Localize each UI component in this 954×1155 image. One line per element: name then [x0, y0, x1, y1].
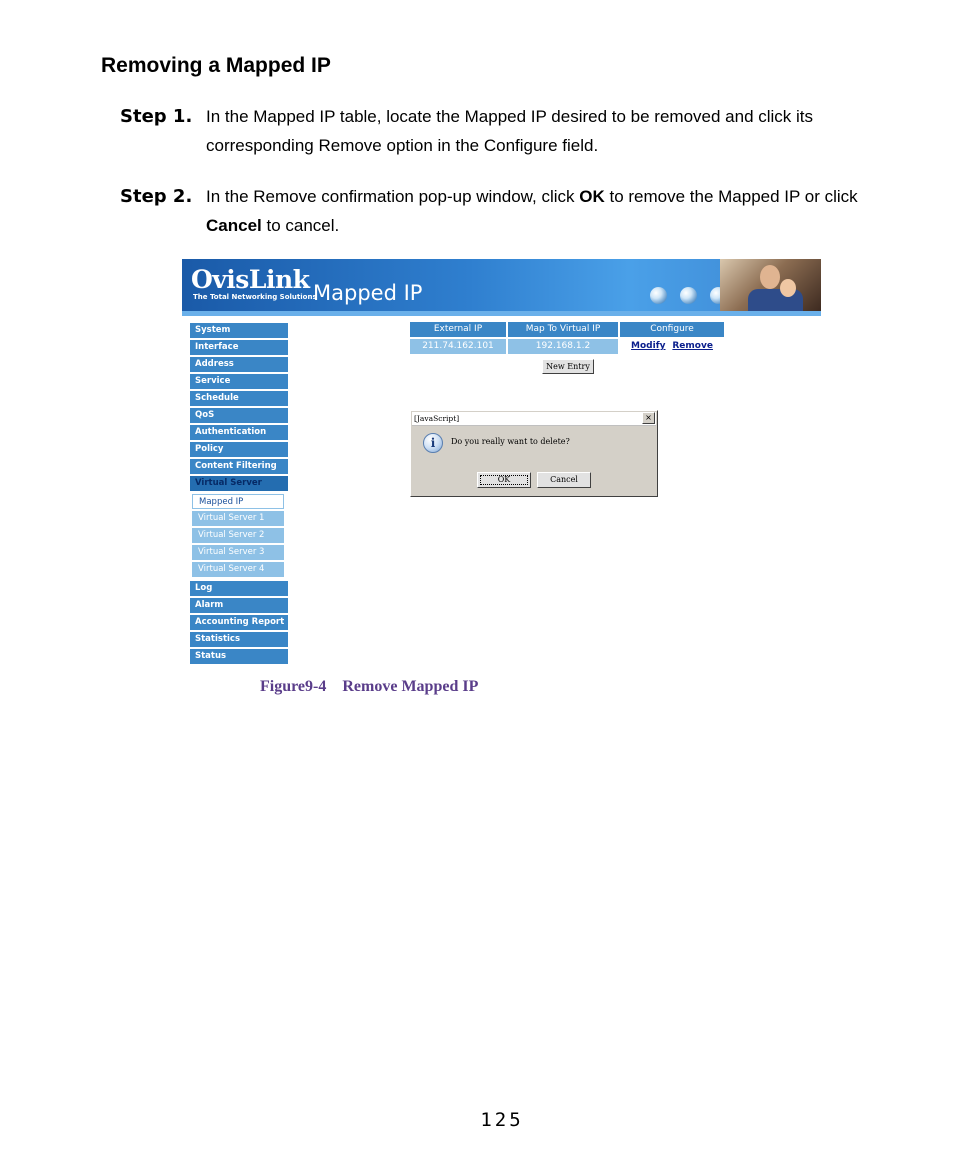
figure-caption: Figure9-4 Remove Mapped IP [260, 678, 479, 695]
submenu-item-virtual-server-2[interactable]: Virtual Server 2 [192, 528, 284, 543]
sidebar-item-accounting-report[interactable]: Accounting Report [190, 615, 288, 630]
section-heading: Removing a Mapped IP [101, 54, 331, 77]
dialog-message: Do you really want to delete? [451, 437, 570, 446]
globe-icon [650, 287, 667, 304]
sidebar-item-alarm[interactable]: Alarm [190, 598, 288, 613]
brand-logo: OvisLink [191, 265, 310, 294]
sidebar-item-schedule[interactable]: Schedule [190, 391, 288, 406]
cancel-button[interactable]: Cancel [537, 472, 591, 488]
modify-link[interactable]: Modify [631, 341, 666, 351]
sidebar-item-status[interactable]: Status [190, 649, 288, 664]
step-1 [120, 102, 906, 160]
brand-tagline: The Total Networking Solutions [193, 293, 317, 301]
submenu-item-virtual-server-4[interactable]: Virtual Server 4 [192, 562, 284, 577]
sidebar-item-virtual-server[interactable]: Virtual Server [190, 476, 288, 491]
submenu-item-mapped-ip[interactable]: Mapped IP [192, 494, 284, 509]
header-banner [182, 259, 821, 311]
column-header-virtual-ip: Map To Virtual IP [508, 322, 618, 337]
page-title: Mapped IP [313, 281, 423, 305]
submenu-item-virtual-server-1[interactable]: Virtual Server 1 [192, 511, 284, 526]
sidebar-item-statistics[interactable]: Statistics [190, 632, 288, 647]
header-photo [720, 259, 821, 311]
close-icon[interactable]: × [642, 412, 655, 424]
step-1-label: Step 1. [120, 106, 193, 127]
dialog-title: [JavaScript] [412, 412, 656, 426]
sidebar-item-system[interactable]: System [190, 323, 288, 338]
router-ui-screenshot [182, 259, 822, 669]
confirm-dialog [410, 410, 658, 497]
sidebar-item-authentication[interactable]: Authentication [190, 425, 288, 440]
sidebar-item-log[interactable]: Log [190, 581, 288, 596]
cell-virtual-ip: 192.168.1.2 [508, 339, 618, 354]
ok-button[interactable]: OK [477, 472, 531, 488]
header-divider [182, 311, 821, 316]
info-icon: i [423, 433, 443, 453]
step-2-text-part-1: In the Remove confirmation pop-up window, click [206, 187, 580, 206]
step-2-label: Step 2. [120, 186, 193, 207]
sidebar-item-policy[interactable]: Policy [190, 442, 288, 457]
step-2-text-part-2: to remove the Mapped IP or click [604, 187, 858, 206]
step-2-ok-word: OK [579, 187, 605, 206]
step-2-text-part-3: to cancel. [261, 216, 340, 235]
column-header-external-ip: External IP [410, 322, 506, 337]
new-entry-button[interactable]: New Entry [542, 359, 594, 374]
sidebar-item-interface[interactable]: Interface [190, 340, 288, 355]
remove-link[interactable]: Remove [672, 341, 713, 351]
sidebar-item-qos[interactable]: QoS [190, 408, 288, 423]
globe-icon [680, 287, 697, 304]
submenu-item-virtual-server-3[interactable]: Virtual Server 3 [192, 545, 284, 560]
cell-external-ip: 211.74.162.101 [410, 339, 506, 354]
page-number: 125 [480, 1109, 524, 1131]
sidebar-item-content-filtering[interactable]: Content Filtering [190, 459, 288, 474]
step-2-text [206, 182, 906, 240]
step-1-text: In the Mapped IP table, locate the Mapped IP desired to be removed and click its corresponding Remove option in the Configure field. [206, 107, 814, 155]
sidebar-item-service[interactable]: Service [190, 374, 288, 389]
sidebar-item-address[interactable]: Address [190, 357, 288, 372]
step-2-cancel-word: Cancel [206, 216, 262, 235]
column-header-configure: Configure [620, 322, 724, 337]
step-2 [120, 182, 906, 240]
cell-configure [620, 339, 724, 354]
